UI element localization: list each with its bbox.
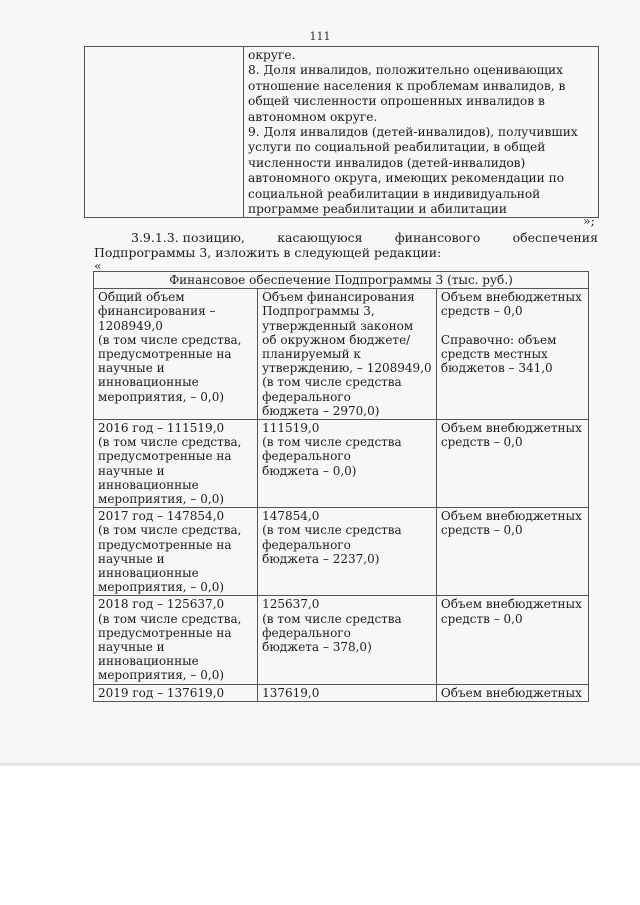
finance-header-row xyxy=(94,289,589,420)
cell-line: предусмотренные на xyxy=(98,347,232,362)
total-funding-cell xyxy=(94,289,258,420)
cell-line: Объем внебюджетных xyxy=(440,597,582,612)
opening-quote: « xyxy=(94,258,102,273)
cell-line: 111519,0 xyxy=(262,421,320,436)
cell-line: федерального xyxy=(262,449,351,464)
cell-line: предусмотренные на xyxy=(98,537,232,552)
cell-line: Общий объем xyxy=(98,290,185,305)
cell-line: 147854,0 xyxy=(262,509,320,524)
cell-line: мероприятия, – 0,0) xyxy=(98,492,225,507)
cell-line: инновационные xyxy=(98,477,199,492)
cell-line: 2019 год – 137619,0 xyxy=(98,685,225,700)
paragraph-word: касающуюся xyxy=(277,230,363,245)
indicator-line: 9. Доля инвалидов (детей-инвалидов), получивших xyxy=(248,125,578,140)
indicator-line: общей численности опрошенных инвалидов в xyxy=(248,94,545,109)
cell-line: инновационные xyxy=(98,654,199,669)
cell-line: мероприятия, – 0,0) xyxy=(98,668,225,683)
cell-line: бюджетов – 341,0 xyxy=(440,361,553,376)
cell-line: бюджета – 0,0) xyxy=(262,463,357,478)
cell-spacer xyxy=(441,319,585,333)
cell-line: Объем внебюджетных xyxy=(440,685,582,700)
cell-line: средств – 0,0 xyxy=(440,611,523,626)
cell-line: федерального xyxy=(262,537,351,552)
cell-line: средств – 0,0 xyxy=(440,523,523,538)
cell-line: 2017 год – 147854,0 xyxy=(98,509,225,524)
cell-line: научные и xyxy=(98,551,165,566)
cell-line: мероприятия, – 0,0) xyxy=(98,580,225,595)
cell-line: федерального xyxy=(262,389,351,404)
year-total-cell xyxy=(94,684,258,701)
cell-line: инновационные xyxy=(98,566,199,581)
paragraph-line-1 xyxy=(94,230,598,245)
indicators-table xyxy=(84,46,599,218)
finance-year-row-2018 xyxy=(94,596,589,684)
indicator-line: автономного округа, имеющих рекомендации по xyxy=(248,171,565,186)
cell-line: научные и xyxy=(98,361,165,376)
cell-line: бюджета – 378,0) xyxy=(262,640,372,655)
cell-line: 1208949,0 xyxy=(98,318,163,333)
cell-line: предусмотренные на xyxy=(98,449,232,464)
paragraph-word: финансового xyxy=(394,230,481,245)
year-offbudget-cell xyxy=(436,596,588,684)
cell-line: Справочно: объем xyxy=(440,332,557,347)
program-funding-cell xyxy=(258,289,437,420)
year-program-cell xyxy=(258,684,437,701)
finance-year-row-2016 xyxy=(94,420,589,508)
indicators-table-empty-cell xyxy=(85,47,244,218)
cell-line: утверждению, – 1208949,0 xyxy=(262,361,432,376)
paragraph-word: 3.9.1.3. позицию, xyxy=(131,230,245,245)
year-offbudget-cell xyxy=(436,684,588,701)
year-offbudget-cell xyxy=(436,420,588,508)
cell-line: 137619,0 xyxy=(262,685,320,700)
year-total-cell xyxy=(94,508,258,596)
cell-line: (в том числе средства, xyxy=(98,611,242,626)
cell-line: (в том числе средства, xyxy=(98,523,242,538)
indicator-line: услуги по социальной реабилитации, в общей xyxy=(248,140,546,155)
scan-edge-shadow xyxy=(0,763,640,767)
cell-line: Объем финансирования xyxy=(262,290,415,305)
cell-line: 125637,0 xyxy=(262,597,320,612)
cell-line: (в том числе средства, xyxy=(98,332,242,347)
cell-line: инновационные xyxy=(98,375,199,390)
cell-line: 2016 год – 111519,0 xyxy=(98,421,225,436)
indicator-line: программе реабилитации и абилитации xyxy=(248,202,508,217)
year-program-cell xyxy=(258,508,437,596)
cell-line: научные и xyxy=(98,640,165,655)
offbudget-funding-cell xyxy=(436,289,588,420)
cell-line: об окружном бюджете/ xyxy=(262,332,411,347)
finance-year-row-2017 xyxy=(94,508,589,596)
page-number: 111 xyxy=(309,30,331,43)
cell-line: мероприятия, – 0,0) xyxy=(98,389,225,404)
cell-line: средств – 0,0 xyxy=(440,435,523,450)
paragraph-word: обеспечения xyxy=(512,230,598,245)
cell-line: (в том числе средства xyxy=(262,523,402,538)
cell-line: научные и xyxy=(98,463,165,478)
cell-line: Объем внебюджетных xyxy=(440,421,582,436)
year-total-cell xyxy=(94,420,258,508)
year-program-cell xyxy=(258,420,437,508)
cell-line: Объем внебюджетных xyxy=(440,509,582,524)
indicator-line: отношение населения к проблемам инвалидов, в xyxy=(248,78,566,93)
cell-line: предусмотренные на xyxy=(98,625,232,640)
cell-line: (в том числе средства xyxy=(262,435,402,450)
cell-line: утвержденный законом xyxy=(262,318,414,333)
finance-year-row-2019 xyxy=(94,684,589,701)
indicator-line: автономном округе. xyxy=(248,109,378,124)
year-offbudget-cell xyxy=(436,508,588,596)
cell-line: средств – 0,0 xyxy=(440,304,523,319)
finance-table xyxy=(93,271,589,702)
cell-line: средств местных xyxy=(440,346,548,361)
year-total-cell xyxy=(94,596,258,684)
cell-line: 2018 год – 125637,0 xyxy=(98,597,225,612)
amendment-paragraph xyxy=(94,230,598,260)
year-program-cell xyxy=(258,596,437,684)
indicator-line: численности инвалидов (детей-инвалидов) xyxy=(248,155,526,170)
cell-line: Объем внебюджетных xyxy=(440,290,582,305)
cell-line: бюджета – 2237,0) xyxy=(262,551,380,566)
cell-line: (в том числе средства xyxy=(262,375,402,390)
cell-line: планируемый к xyxy=(262,347,361,362)
indicator-line: округе. xyxy=(248,48,296,62)
cell-line: финансирования – xyxy=(98,304,216,319)
indicator-line: 8. Доля инвалидов, положительно оценивающих xyxy=(248,63,563,78)
cell-line: (в том числе средства, xyxy=(98,435,242,450)
indicator-line: социальной реабилитации в индивидуальной xyxy=(248,186,541,201)
paragraph-line-2: Подпрограммы 3, изложить в следующей редакции: xyxy=(94,245,442,260)
indicators-table-text-cell xyxy=(244,47,599,218)
finance-table-title: Финансовое обеспечение Подпрограммы 3 (тыс. руб.) xyxy=(94,272,589,289)
cell-line: бюджета – 2970,0) xyxy=(262,403,380,418)
cell-line: Подпрограммы 3, xyxy=(262,304,375,319)
closing-quote: »; xyxy=(583,213,595,228)
cell-line: (в том числе средства xyxy=(262,611,402,626)
cell-line: федерального xyxy=(262,625,351,640)
